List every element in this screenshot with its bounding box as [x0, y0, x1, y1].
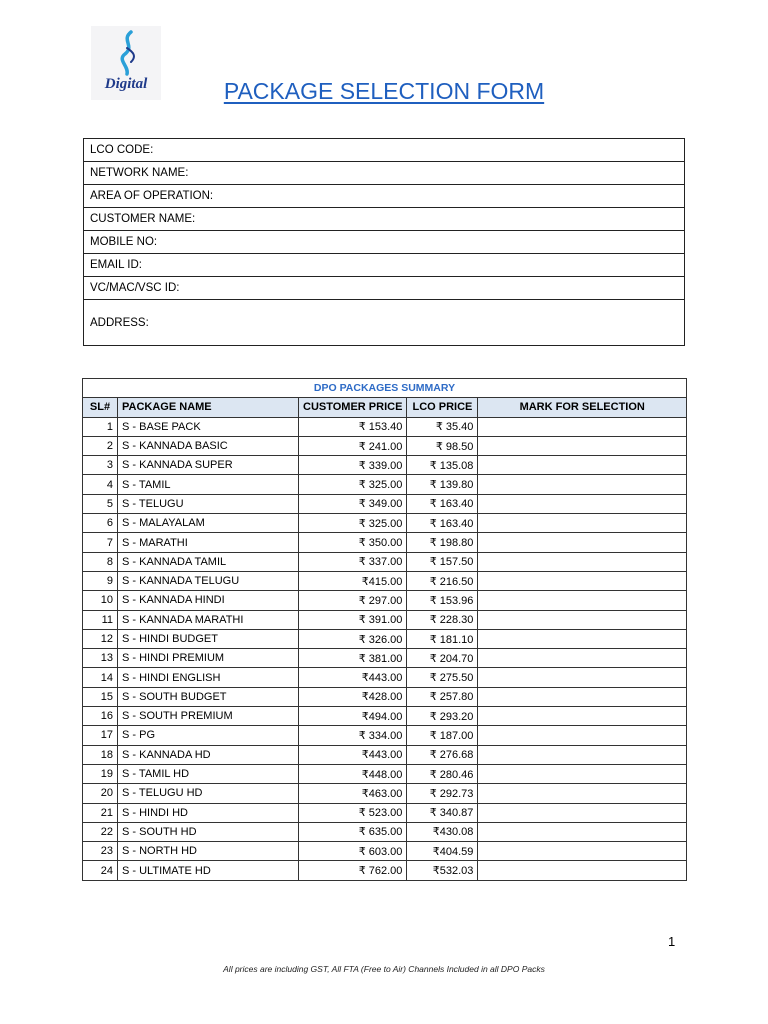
row-package-name-cell: S - TAMIL HD — [118, 764, 299, 783]
row-mark-for-selection-cell[interactable] — [478, 707, 687, 726]
table-row — [83, 591, 687, 610]
info-row — [84, 162, 685, 185]
row-mark-for-selection-cell[interactable] — [478, 687, 687, 706]
info-row — [84, 231, 685, 254]
row-package-name-cell: S - KANNADA TELUGU — [118, 571, 299, 590]
row-lco-price-cell: ₹532.03 — [407, 861, 478, 880]
row-mark-for-selection-cell[interactable] — [478, 649, 687, 668]
row-customer-price-cell: ₹415.00 — [299, 571, 407, 590]
row-mark-for-selection-cell[interactable] — [478, 822, 687, 841]
row-sl-cell: 14 — [83, 668, 118, 687]
row-lco-price-cell: ₹ 198.80 — [407, 533, 478, 552]
row-lco-price-cell: ₹ 187.00 — [407, 726, 478, 745]
info-row — [84, 300, 685, 346]
row-mark-for-selection-cell[interactable] — [478, 803, 687, 822]
row-lco-price-cell: ₹ 157.50 — [407, 552, 478, 571]
row-lco-price-cell: ₹ 139.80 — [407, 475, 478, 494]
row-lco-price-cell: ₹ 135.08 — [407, 456, 478, 475]
info-field-label[interactable]: MOBILE NO: — [84, 231, 685, 254]
row-lco-price-cell: ₹ 181.10 — [407, 629, 478, 648]
row-package-name-cell: S - KANNADA HINDI — [118, 591, 299, 610]
row-customer-price-cell: ₹ 337.00 — [299, 552, 407, 571]
row-package-name-cell: S - BASE PACK — [118, 417, 299, 436]
row-mark-for-selection-cell[interactable] — [478, 475, 687, 494]
logo-text: Digital — [104, 76, 148, 92]
row-customer-price-cell: ₹443.00 — [299, 668, 407, 687]
row-customer-price-cell: ₹428.00 — [299, 687, 407, 706]
row-sl-cell: 6 — [83, 514, 118, 533]
packages-summary-title: DPO PACKAGES SUMMARY — [83, 379, 687, 398]
table-header-row — [83, 398, 687, 417]
row-package-name-cell: S - SOUTH BUDGET — [118, 687, 299, 706]
page-title: PACKAGE SELECTION FORM — [223, 78, 545, 104]
table-row — [83, 436, 687, 455]
info-row — [84, 185, 685, 208]
table-row — [83, 456, 687, 475]
table-row — [83, 707, 687, 726]
info-field-label[interactable]: VC/MAC/VSC ID: — [84, 277, 685, 300]
table-row — [83, 494, 687, 513]
row-package-name-cell: S - KANNADA BASIC — [118, 436, 299, 455]
row-sl-cell: 15 — [83, 687, 118, 706]
row-package-name-cell: S - KANNADA HD — [118, 745, 299, 764]
row-lco-price-cell: ₹ 216.50 — [407, 571, 478, 590]
row-mark-for-selection-cell[interactable] — [478, 514, 687, 533]
table-row — [83, 726, 687, 745]
row-mark-for-selection-cell[interactable] — [478, 436, 687, 455]
table-row — [83, 417, 687, 436]
row-package-name-cell: S - SOUTH PREMIUM — [118, 707, 299, 726]
packages-table — [82, 378, 687, 881]
table-row — [83, 533, 687, 552]
row-sl-cell: 23 — [83, 842, 118, 861]
row-sl-cell: 4 — [83, 475, 118, 494]
row-customer-price-cell: ₹ 603.00 — [299, 842, 407, 861]
info-field-label[interactable]: EMAIL ID: — [84, 254, 685, 277]
row-lco-price-cell: ₹ 293.20 — [407, 707, 478, 726]
row-sl-cell: 20 — [83, 784, 118, 803]
row-mark-for-selection-cell[interactable] — [478, 861, 687, 880]
row-lco-price-cell: ₹ 292.73 — [407, 784, 478, 803]
row-customer-price-cell: ₹448.00 — [299, 764, 407, 783]
info-row — [84, 208, 685, 231]
row-mark-for-selection-cell[interactable] — [478, 591, 687, 610]
row-customer-price-cell: ₹463.00 — [299, 784, 407, 803]
row-mark-for-selection-cell[interactable] — [478, 533, 687, 552]
table-row — [83, 552, 687, 571]
row-customer-price-cell: ₹ 762.00 — [299, 861, 407, 880]
table-row — [83, 514, 687, 533]
header-package-name: PACKAGE NAME — [118, 398, 299, 417]
table-row — [83, 475, 687, 494]
row-package-name-cell: S - PG — [118, 726, 299, 745]
table-row — [83, 687, 687, 706]
info-field-label[interactable]: CUSTOMER NAME: — [84, 208, 685, 231]
row-sl-cell: 13 — [83, 649, 118, 668]
row-mark-for-selection-cell[interactable] — [478, 494, 687, 513]
row-mark-for-selection-cell[interactable] — [478, 745, 687, 764]
row-lco-price-cell: ₹ 163.40 — [407, 514, 478, 533]
row-mark-for-selection-cell[interactable] — [478, 610, 687, 629]
row-sl-cell: 11 — [83, 610, 118, 629]
header-sl: SL# — [83, 398, 118, 417]
row-lco-price-cell: ₹ 228.30 — [407, 610, 478, 629]
row-sl-cell: 10 — [83, 591, 118, 610]
row-customer-price-cell: ₹ 325.00 — [299, 514, 407, 533]
row-customer-price-cell: ₹ 350.00 — [299, 533, 407, 552]
row-customer-price-cell: ₹ 153.40 — [299, 417, 407, 436]
row-mark-for-selection-cell[interactable] — [478, 764, 687, 783]
row-lco-price-cell: ₹ 35.40 — [407, 417, 478, 436]
row-customer-price-cell: ₹ 349.00 — [299, 494, 407, 513]
row-package-name-cell: S - TELUGU HD — [118, 784, 299, 803]
row-mark-for-selection-cell[interactable] — [478, 552, 687, 571]
row-lco-price-cell: ₹ 276.68 — [407, 745, 478, 764]
row-customer-price-cell: ₹ 523.00 — [299, 803, 407, 822]
row-lco-price-cell: ₹ 163.40 — [407, 494, 478, 513]
row-package-name-cell: S - KANNADA SUPER — [118, 456, 299, 475]
row-package-name-cell: S - NORTH HD — [118, 842, 299, 861]
row-lco-price-cell: ₹404.59 — [407, 842, 478, 861]
table-row — [83, 784, 687, 803]
header-customer-price: CUSTOMER PRICE — [299, 398, 407, 417]
row-lco-price-cell: ₹ 340.87 — [407, 803, 478, 822]
row-lco-price-cell: ₹ 257.80 — [407, 687, 478, 706]
row-package-name-cell: S - ULTIMATE HD — [118, 861, 299, 880]
row-package-name-cell: S - HINDI PREMIUM — [118, 649, 299, 668]
table-row — [83, 764, 687, 783]
row-mark-for-selection-cell[interactable] — [478, 456, 687, 475]
footer-note: All prices are including GST, All FTA (Free to Air) Channels Included in all DPO Packs — [223, 964, 545, 974]
table-row — [83, 668, 687, 687]
row-sl-cell: 19 — [83, 764, 118, 783]
row-lco-price-cell: ₹ 275.50 — [407, 668, 478, 687]
row-sl-cell: 1 — [83, 417, 118, 436]
row-package-name-cell: S - TELUGU — [118, 494, 299, 513]
info-field-label[interactable]: NETWORK NAME: — [84, 162, 685, 185]
row-package-name-cell: S - HINDI ENGLISH — [118, 668, 299, 687]
table-row — [83, 803, 687, 822]
info-field-label[interactable]: ADDRESS: — [84, 300, 685, 346]
table-row — [83, 571, 687, 590]
row-customer-price-cell: ₹443.00 — [299, 745, 407, 764]
table-row — [83, 610, 687, 629]
header-mark-for-selection: MARK FOR SELECTION — [478, 398, 687, 417]
row-sl-cell: 9 — [83, 571, 118, 590]
header-lco-price: LCO PRICE — [407, 398, 478, 417]
info-field-label[interactable]: LCO CODE: — [84, 139, 685, 162]
row-sl-cell: 16 — [83, 707, 118, 726]
row-lco-price-cell: ₹ 98.50 — [407, 436, 478, 455]
row-customer-price-cell: ₹ 297.00 — [299, 591, 407, 610]
table-row — [83, 629, 687, 648]
row-sl-cell: 21 — [83, 803, 118, 822]
row-package-name-cell: S - HINDI HD — [118, 803, 299, 822]
row-customer-price-cell: ₹ 241.00 — [299, 436, 407, 455]
row-sl-cell: 12 — [83, 629, 118, 648]
row-sl-cell: 3 — [83, 456, 118, 475]
page-number: 1 — [668, 934, 676, 949]
row-package-name-cell: S - MARATHI — [118, 533, 299, 552]
table-row — [83, 649, 687, 668]
row-customer-price-cell: ₹ 326.00 — [299, 629, 407, 648]
row-package-name-cell: S - SOUTH HD — [118, 822, 299, 841]
row-lco-price-cell: ₹ 153.96 — [407, 591, 478, 610]
row-package-name-cell: S - KANNADA TAMIL — [118, 552, 299, 571]
info-row — [84, 254, 685, 277]
row-package-name-cell: S - KANNADA MARATHI — [118, 610, 299, 629]
row-mark-for-selection-cell[interactable] — [478, 784, 687, 803]
info-row — [84, 139, 685, 162]
row-lco-price-cell: ₹ 280.46 — [407, 764, 478, 783]
row-customer-price-cell: ₹ 334.00 — [299, 726, 407, 745]
row-sl-cell: 2 — [83, 436, 118, 455]
row-sl-cell: 18 — [83, 745, 118, 764]
row-sl-cell: 5 — [83, 494, 118, 513]
row-customer-price-cell: ₹ 381.00 — [299, 649, 407, 668]
info-field-label[interactable]: AREA OF OPERATION: — [84, 185, 685, 208]
row-mark-for-selection-cell[interactable] — [478, 571, 687, 590]
customer-info-table — [83, 138, 685, 346]
row-customer-price-cell: ₹ 635.00 — [299, 822, 407, 841]
table-row — [83, 745, 687, 764]
row-customer-price-cell: ₹ 325.00 — [299, 475, 407, 494]
row-sl-cell: 17 — [83, 726, 118, 745]
packages-summary-row — [83, 379, 687, 398]
info-row — [84, 277, 685, 300]
table-row — [83, 822, 687, 841]
table-row — [83, 861, 687, 880]
row-customer-price-cell: ₹ 391.00 — [299, 610, 407, 629]
row-sl-cell: 24 — [83, 861, 118, 880]
table-row — [83, 842, 687, 861]
row-mark-for-selection-cell[interactable] — [478, 417, 687, 436]
row-package-name-cell: S - MALAYALAM — [118, 514, 299, 533]
row-mark-for-selection-cell[interactable] — [478, 668, 687, 687]
row-lco-price-cell: ₹ 204.70 — [407, 649, 478, 668]
row-mark-for-selection-cell[interactable] — [478, 726, 687, 745]
row-customer-price-cell: ₹494.00 — [299, 707, 407, 726]
row-sl-cell: 22 — [83, 822, 118, 841]
row-package-name-cell: S - HINDI BUDGET — [118, 629, 299, 648]
row-package-name-cell: S - TAMIL — [118, 475, 299, 494]
row-customer-price-cell: ₹ 339.00 — [299, 456, 407, 475]
row-mark-for-selection-cell[interactable] — [478, 842, 687, 861]
row-mark-for-selection-cell[interactable] — [478, 629, 687, 648]
row-sl-cell: 7 — [83, 533, 118, 552]
row-lco-price-cell: ₹430.08 — [407, 822, 478, 841]
row-sl-cell: 8 — [83, 552, 118, 571]
